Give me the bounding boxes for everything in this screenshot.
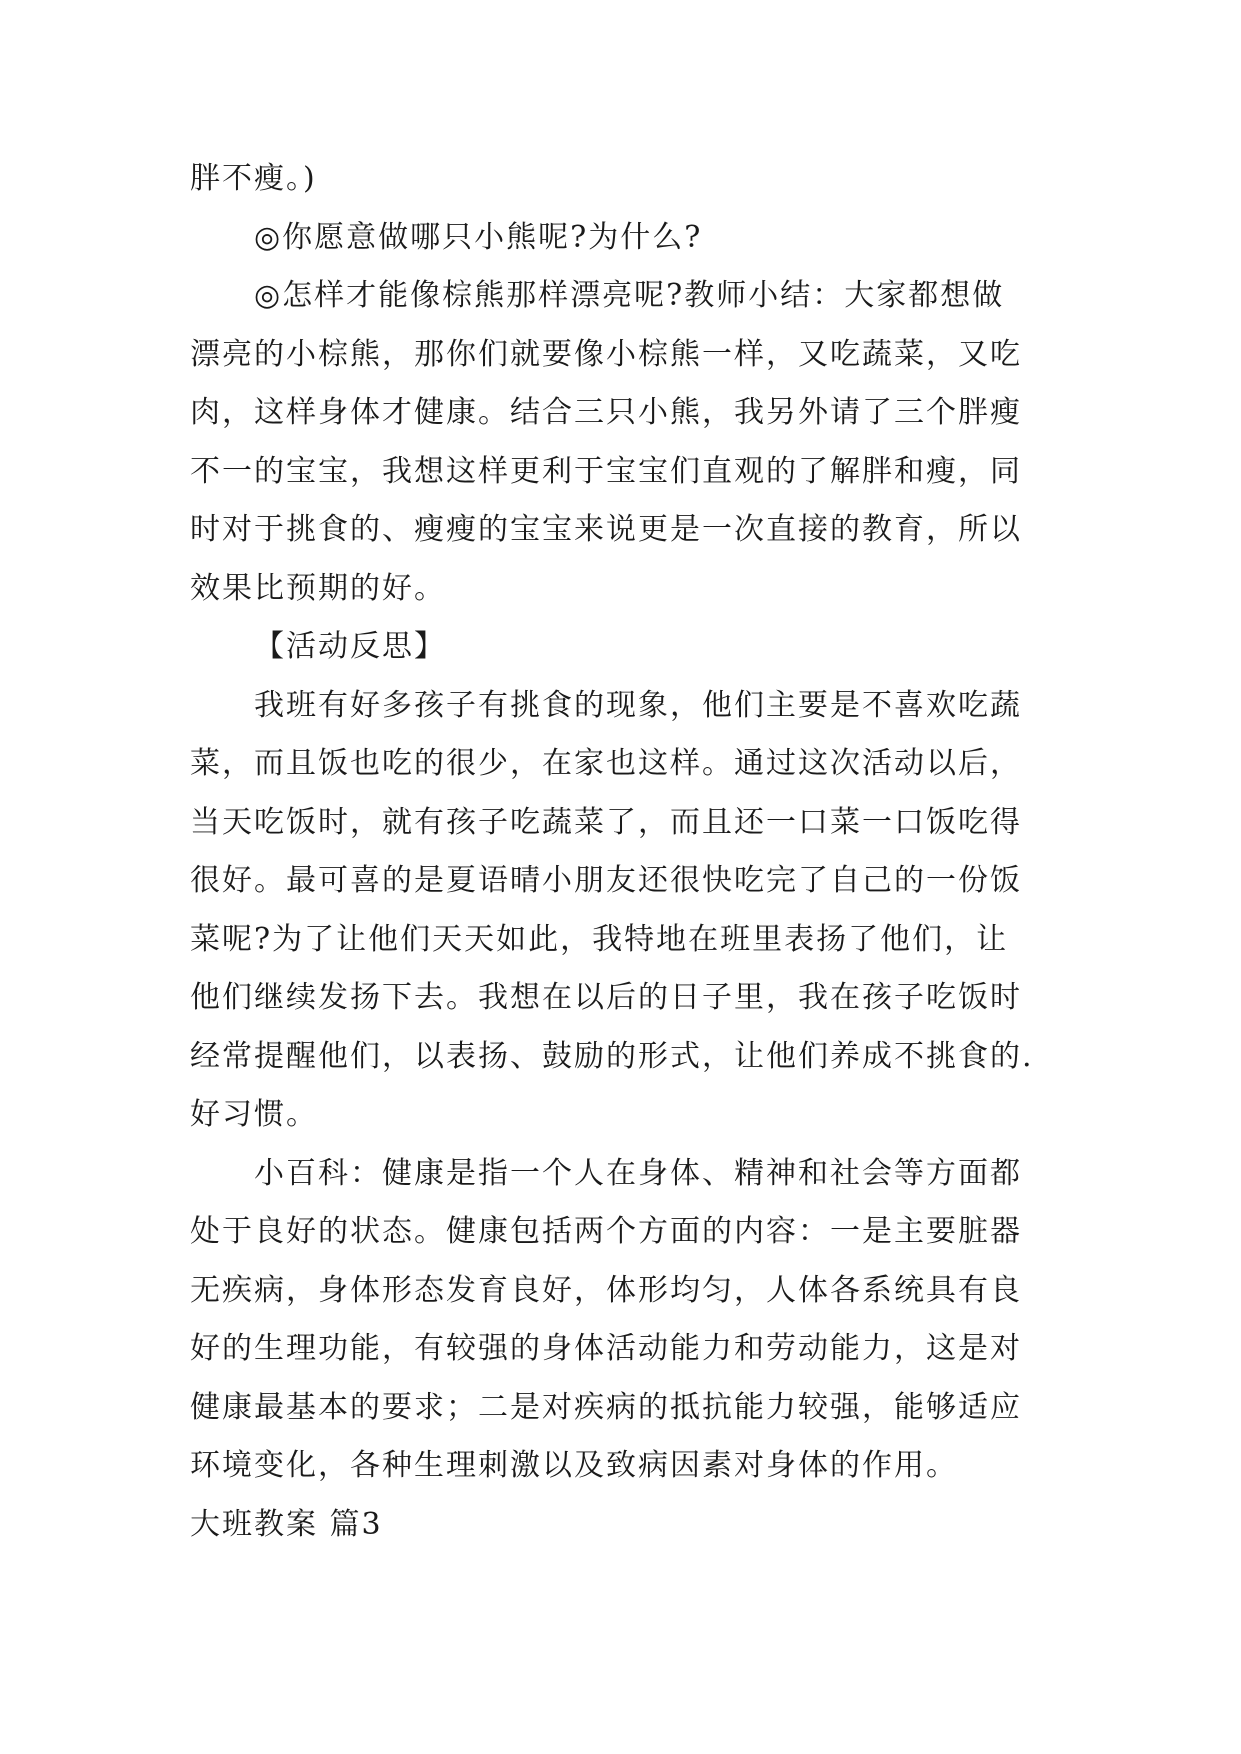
text-line: 时对于挑食的、瘦瘦的宝宝来说更是一次直接的教育，所以: [190, 512, 1022, 547]
text-line: 胖不瘦。): [190, 161, 317, 196]
text-line: 无疾病，身体形态发育良好，体形均匀，人体各系统具有良: [190, 1272, 1022, 1308]
text-line: 菜，而且饭也吃的很少，在家也这样。通过这次活动以后，: [190, 746, 1022, 781]
text-line: 好的生理功能，有较强的身体活动能力和劳动能力，这是对: [190, 1331, 1022, 1366]
text-line: 【活动反思】: [254, 629, 446, 664]
text-line: 效果比预期的好。: [190, 570, 446, 606]
text-line: 小百科：健康是指一个人在身体、精神和社会等方面都: [254, 1155, 1022, 1191]
text-line: 不一的宝宝，我想这样更利于宝宝们直观的了解胖和瘦，同: [190, 453, 1022, 489]
document-page: [190, 150, 1060, 1554]
section-heading: 大班教案 篇3: [190, 1506, 383, 1542]
paragraph: [190, 1145, 1060, 1496]
text-line: 菜呢?为了让他们天天如此，我特地在班里表扬了他们，让: [190, 921, 1009, 957]
text-line: 他们继续发扬下去。我想在以后的日子里，我在孩子吃饭时: [190, 980, 1022, 1015]
text-line: 肉，这样身体才健康。结合三只小熊，我另外请了三个胖瘦: [190, 395, 1022, 430]
text-line: 环境变化，各种生理刺激以及致病因素对身体的作用。: [190, 1448, 958, 1483]
text-line: 我班有好多孩子有挑食的现象，他们主要是不喜欢吃蔬: [254, 687, 1022, 723]
paragraph: [190, 150, 1060, 209]
text-line: 当天吃饭时，就有孩子吃蔬菜了，而且还一口菜一口饭吃得: [190, 804, 1022, 840]
text-line: 很好。最可喜的是夏语晴小朋友还很快吃完了自己的一份饭: [190, 863, 1022, 898]
text-line: 健康最基本的要求；二是对疾病的抵抗能力较强，能够适应: [190, 1389, 1022, 1425]
paragraph: [190, 209, 1060, 268]
text-line: 漂亮的小棕熊，那你们就要像小棕熊一样，又吃蔬菜，又吃: [190, 336, 1022, 372]
paragraph: [190, 618, 1060, 677]
text-line: ◎你愿意做哪只小熊呢?为什么?: [254, 219, 703, 255]
text-line: 经常提醒他们，以表扬、鼓励的形式，让他们养成不挑食的.: [190, 1038, 1034, 1074]
text-line: 处于良好的状态。健康包括两个方面的内容：一是主要脏器: [190, 1214, 1022, 1249]
body-text: [190, 150, 1060, 1496]
text-line: 好习惯。: [190, 1097, 318, 1132]
paragraph: [190, 677, 1060, 1145]
text-line: ◎怎样才能像棕熊那样漂亮呢?教师小结：大家都想做: [254, 278, 1005, 313]
paragraph: [190, 267, 1060, 618]
